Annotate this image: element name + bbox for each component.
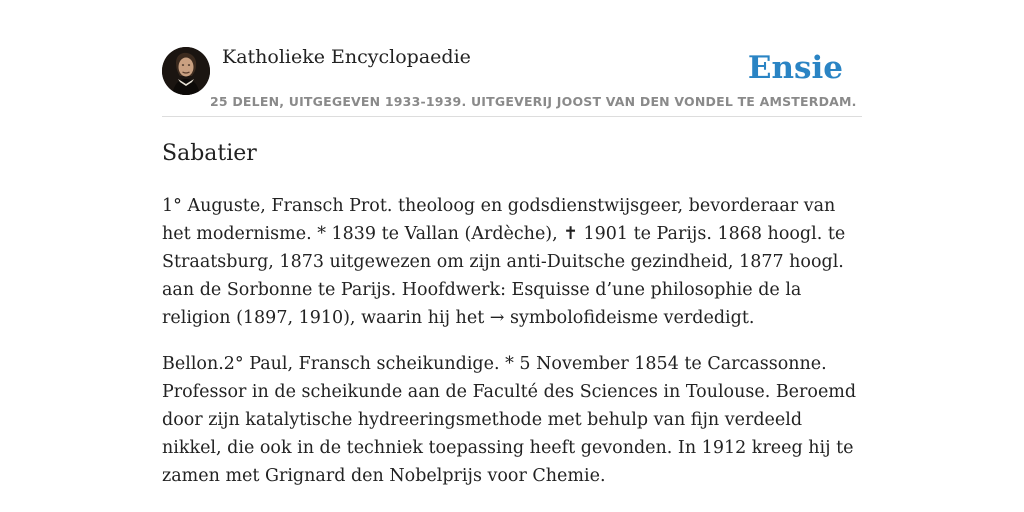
source-header (162, 44, 862, 117)
brand-logo-link[interactable]: Ensie (747, 50, 843, 86)
article-title: Sabatier (162, 141, 257, 166)
source-subtitle: 25 DELEN, UITGEGEVEN 1933-1939. UITGEVERIJ JOOST VAN DEN VONDEL TE AMSTERDAM. (210, 94, 857, 109)
portrait-icon (162, 47, 210, 95)
article-paragraph-2: Bellon.2° Paul, Fransch scheikundige. * 5 November 1854 te Carcassonne. Professor in de scheikunde aan de Faculté des Sciences in Toulouse. Beroemd door zijn katalytische hydreeringsmethode met behulp van fijn verdeeld nikkel, die ook in de techniek toepassing heeft gevonden. In 1912 kreeg hij te zamen met Grignard den Nobelprijs voor Chemie. (162, 354, 857, 486)
portrait-avatar[interactable] (162, 47, 210, 95)
article (162, 138, 864, 508)
source-title[interactable]: Katholieke Encyclopaedie (222, 46, 471, 68)
article-paragraph-1: 1° Auguste, Fransch Prot. theoloog en godsdienstwijsgeer, bevorderaar van het modernisme. * 1839 te Vallan (Ardèche), ✝ 1901 te Parijs. 1868 hoogl. te Straatsburg, 1873 uitgewezen om zijn anti-Duitsche gezindheid, 1877 hoogl. aan de Sorbonne te Parijs. Hoofdwerk: Esquisse d’une philosophie de la religion (1897, 1910), waarin hij het → symbolofideisme verdedigt. (162, 196, 846, 328)
